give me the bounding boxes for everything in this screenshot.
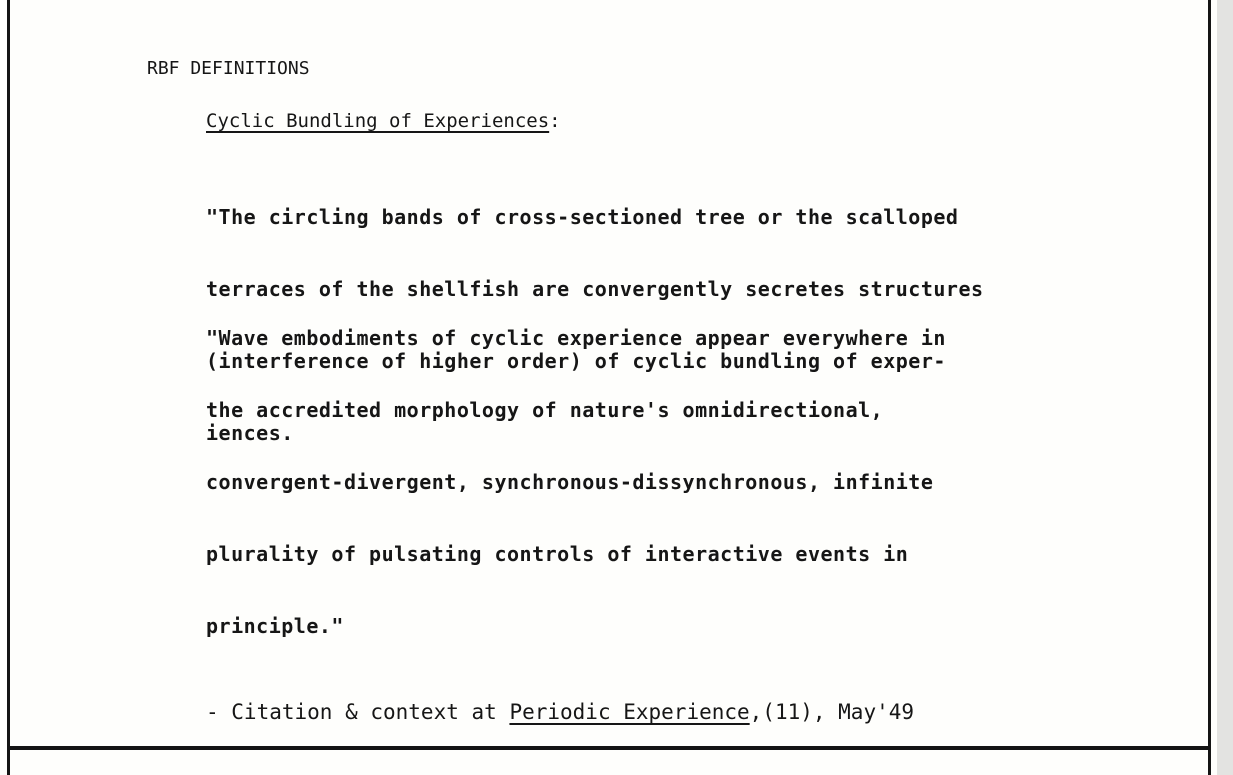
definition-title-text: Cyclic Bundling of Experiences xyxy=(206,110,550,132)
scan-edge-strip xyxy=(1217,0,1233,775)
citation-link[interactable]: Periodic Experience xyxy=(509,700,750,724)
next-card-edge xyxy=(7,746,1211,775)
definition-title xyxy=(206,110,561,132)
quote-2-line: the accredited morphology of nature's omnidirectional, xyxy=(206,398,884,422)
quote-1-line: terraces of the shellfish are convergently secretes structures xyxy=(206,277,984,301)
quote-1-line: iences. xyxy=(206,421,294,445)
quote-2-line: "Wave embodiments of cyclic experience appear everywhere in xyxy=(206,326,946,350)
citation-suffix: ,(11), May'49 xyxy=(749,700,915,724)
citation-prefix: - Citation & context at xyxy=(206,700,510,724)
citation-line xyxy=(206,700,914,724)
document-heading: RBF DEFINITIONS xyxy=(147,58,310,79)
quote-2-line: convergent-divergent, synchronous-dissynchronous, infinite xyxy=(206,470,934,494)
quote-2-line: plurality of pulsating controls of interactive events in xyxy=(206,542,909,566)
quote-1-line: "The circling bands of cross-sectioned tree or the scalloped xyxy=(206,205,959,229)
quote-1-line: (interference of higher order) of cyclic bundling of exper- xyxy=(206,349,946,373)
quote-2-line: principle." xyxy=(206,614,344,638)
definition-title-colon: : xyxy=(549,110,561,132)
quote-paragraph-2 xyxy=(206,278,946,686)
